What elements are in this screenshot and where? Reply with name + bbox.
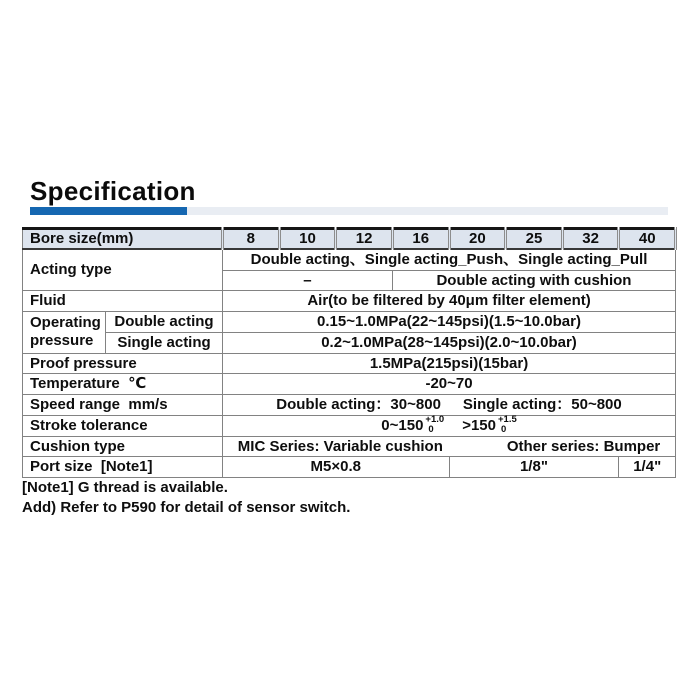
acting-type-all: Double acting、Single acting_Push、Single acting_Pull	[223, 249, 676, 270]
table-row-proof-pressure	[23, 353, 676, 374]
temperature-value: -20~70	[223, 374, 676, 395]
page-title: Specification	[30, 176, 196, 206]
cushion-type-label: Cushion type	[23, 436, 223, 457]
table-row-speed-range	[23, 395, 676, 416]
table-row-fluid	[23, 291, 676, 312]
fluid-value: Air(to be filtered by 40μm filter element)	[223, 291, 676, 312]
acting-type-with-cushion: Double acting with cushion	[392, 270, 675, 291]
acting-type-label: Acting type	[23, 249, 223, 291]
table-row-stroke-tolerance	[23, 415, 676, 436]
operating-pressure-single-value: 0.2~1.0MPa(28~145psi)(2.0~10.0bar)	[223, 332, 676, 353]
stroke-tolerance-range1: 0~150 +1.0 0	[381, 413, 445, 435]
footnotes	[22, 478, 350, 517]
cushion-mic-series: MIC Series: Variable cushion	[237, 437, 443, 455]
table-row-temperature	[23, 374, 676, 395]
stroke-tolerance-range2: >150 +1.5 0	[462, 413, 517, 435]
footnote-2: Add) Refer to P590 for detail of sensor switch.	[22, 498, 351, 516]
bore-col-16: 16	[392, 229, 449, 250]
title-underline-accent	[30, 207, 187, 215]
speed-single-acting: Single acting：50~800	[462, 396, 622, 413]
bore-col-20: 20	[449, 229, 506, 250]
specification-table	[22, 227, 677, 478]
footnote-1: [Note1] G thread is available.	[22, 479, 228, 496]
table-row-port-size	[23, 457, 676, 478]
operating-pressure-single-sublabel: Single acting	[106, 332, 223, 353]
bore-col-32: 32	[562, 229, 619, 250]
fluid-label: Fluid	[23, 291, 223, 312]
speed-range-value	[223, 395, 676, 416]
bore-col-10: 10	[279, 229, 336, 250]
speed-double-acting: Double acting：30~800	[276, 396, 441, 413]
acting-type-no-cushion: –	[223, 270, 393, 291]
port-size-mid: 1/8"	[449, 457, 619, 478]
port-size-label: Port size [Note1]	[23, 457, 223, 478]
port-size-small: M5×0.8	[223, 457, 450, 478]
title-underline-track	[187, 207, 668, 215]
table-row-operating-pressure-single	[23, 332, 676, 353]
stroke-tolerance-label: Stroke tolerance	[23, 415, 223, 436]
bore-col-12: 12	[336, 229, 393, 250]
cushion-other-series: Other series: Bumper	[506, 437, 661, 455]
table-row-operating-pressure-double	[23, 312, 676, 333]
temperature-label: Temperature ℃	[23, 374, 223, 395]
tolerance-stack-2: +1.5 0	[497, 413, 517, 435]
bore-col-25: 25	[506, 229, 563, 250]
table-row-bore-size	[23, 229, 676, 250]
operating-pressure-double-sublabel: Double acting	[106, 312, 223, 333]
table-row-cushion-type	[23, 436, 676, 457]
speed-range-label: Speed range mm/s	[23, 395, 223, 416]
port-size-large: 1/4"	[619, 457, 676, 478]
proof-pressure-value: 1.5MPa(215psi)(15bar)	[223, 353, 676, 374]
table-row-acting-type-1	[23, 249, 676, 270]
operating-pressure-double-value: 0.15~1.0MPa(22~145psi)(1.5~10.0bar)	[223, 312, 676, 333]
stroke-tolerance-value	[223, 415, 676, 436]
bore-col-40: 40	[619, 229, 676, 250]
cushion-type-value	[223, 436, 676, 457]
proof-pressure-label: Proof pressure	[23, 353, 223, 374]
bore-size-header-label: Bore size(mm)	[23, 229, 223, 250]
tolerance-stack-1: +1.0 0	[425, 413, 445, 435]
bore-col-8: 8	[223, 229, 280, 250]
operating-pressure-label: Operating pressure	[23, 312, 106, 354]
